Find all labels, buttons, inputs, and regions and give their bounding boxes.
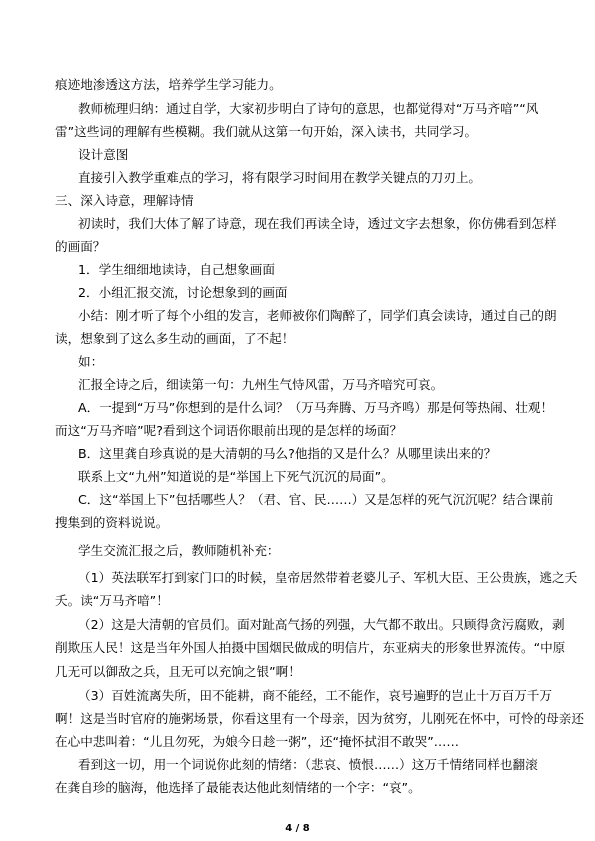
page-number: 4 / 8 [285,823,310,834]
text-line: 痕迹地渗透这方法，培养学生学习能力。 [55,77,282,92]
text-line: 几无可以御敌之兵，且无可以充饷之银”啊！ [55,664,301,679]
question-line: C．这“举国上下”包括哪些人？（君、官、民……）又是怎样的死气沉沉呢？结合课前 [78,492,554,507]
text-line: 而这“万马齐喑”呢?看到这个词语你眼前出现的是怎样的场面？ [55,423,403,438]
section-heading: 三、深入诗意，理解诗情 [55,193,194,208]
question-line: B．这里龚自珍真说的是大清朝的马么?他指的又是什么？从哪里读出来的？ [78,446,497,461]
text-line: 啊！这是当时官府的施粥场景，你看这里有一个母亲，因为贫穷，儿刚死在怀中，可怜的母亲还 [55,711,584,726]
supplement-line: （1）英法联军打到家门口的时候，皇帝居然带着老婆儿子、军机大臣、王公贵族，逃之夭 [78,570,578,585]
list-item: 2．小组汇报交流，讨论想象到的画面 [78,285,288,300]
text-line: 联系上文“九州”知道说的是“举国上下死气沉沉的局面”。 [78,469,394,484]
text-line: 如： [78,354,104,369]
text-line: 削欺压人民！这是当年外国人拍摄中国烟民做成的明信片，东亚病夫的形象世界流传。“中原 [55,640,566,655]
text-line: 在龚自珍的脑海，他选择了最能表达他此刻情绪的一个字：“哀”。 [55,780,421,795]
list-item: 1．学生细细地读诗，自己想象画面 [78,262,275,277]
text-line: 小结：刚才听了每个小组的发言，老师被你们陶醉了，同学们真会读诗，通过自己的朗 [78,308,557,323]
text-line: 学生交流汇报之后，教师随机补充： [78,543,280,558]
supplement-line: （3）百姓流离失所，田不能耕，商不能经，工不能作，哀号遍野的岂止十万百万千万 [78,688,552,703]
text-line: 搜集到的资料说说。 [55,515,169,530]
text-line: 读，想象到了这么多生动的画面，了不起！ [55,331,295,346]
text-line: 雷”这些词的理解有些模糊。我们就从这第一句开始，深入读书，共同学习。 [55,124,478,139]
text-line: 直接引入教学重难点的学习，将有限学习时间用在教学关键点的刀刃上。 [78,170,481,185]
text-line: 在心中悲叫着：“儿且勿死，为娘今日趁一粥”，还“掩怀拭泪不敢哭”…… [55,734,459,749]
supplement-line: （2）这是大清朝的官员们。面对趾高气扬的列强，大气都不敢出。只顾得贪污腐败，剥 [78,617,565,632]
text-line: 夭。读“万马齐喑”！ [55,593,169,608]
text-line: 初读时，我们大体了解了诗意，现在我们再读全诗，透过文字去想象，你仿佛看到怎样 [78,216,557,231]
section-label: 设计意图 [78,147,129,162]
text-line: 汇报全诗之后，细读第一句：九州生气恃风雷，万马齐喑究可哀。 [78,377,444,392]
question-line: A．一提到“万马”你想到的是什么词？（万马奔腾、万马齐鸣）那是何等热闹、壮观！ [78,400,554,415]
text-line: 的画面？ [55,239,106,254]
text-line: 教师梳理归纳：通过自学，大家初步明白了诗句的意思，也都觉得对“万马齐喑”“风 [78,101,539,116]
text-line: 看到这一切，用一个词说你此刻的情绪：（悲哀、愤恨……）这万千情绪同样也翻滚 [78,757,538,772]
